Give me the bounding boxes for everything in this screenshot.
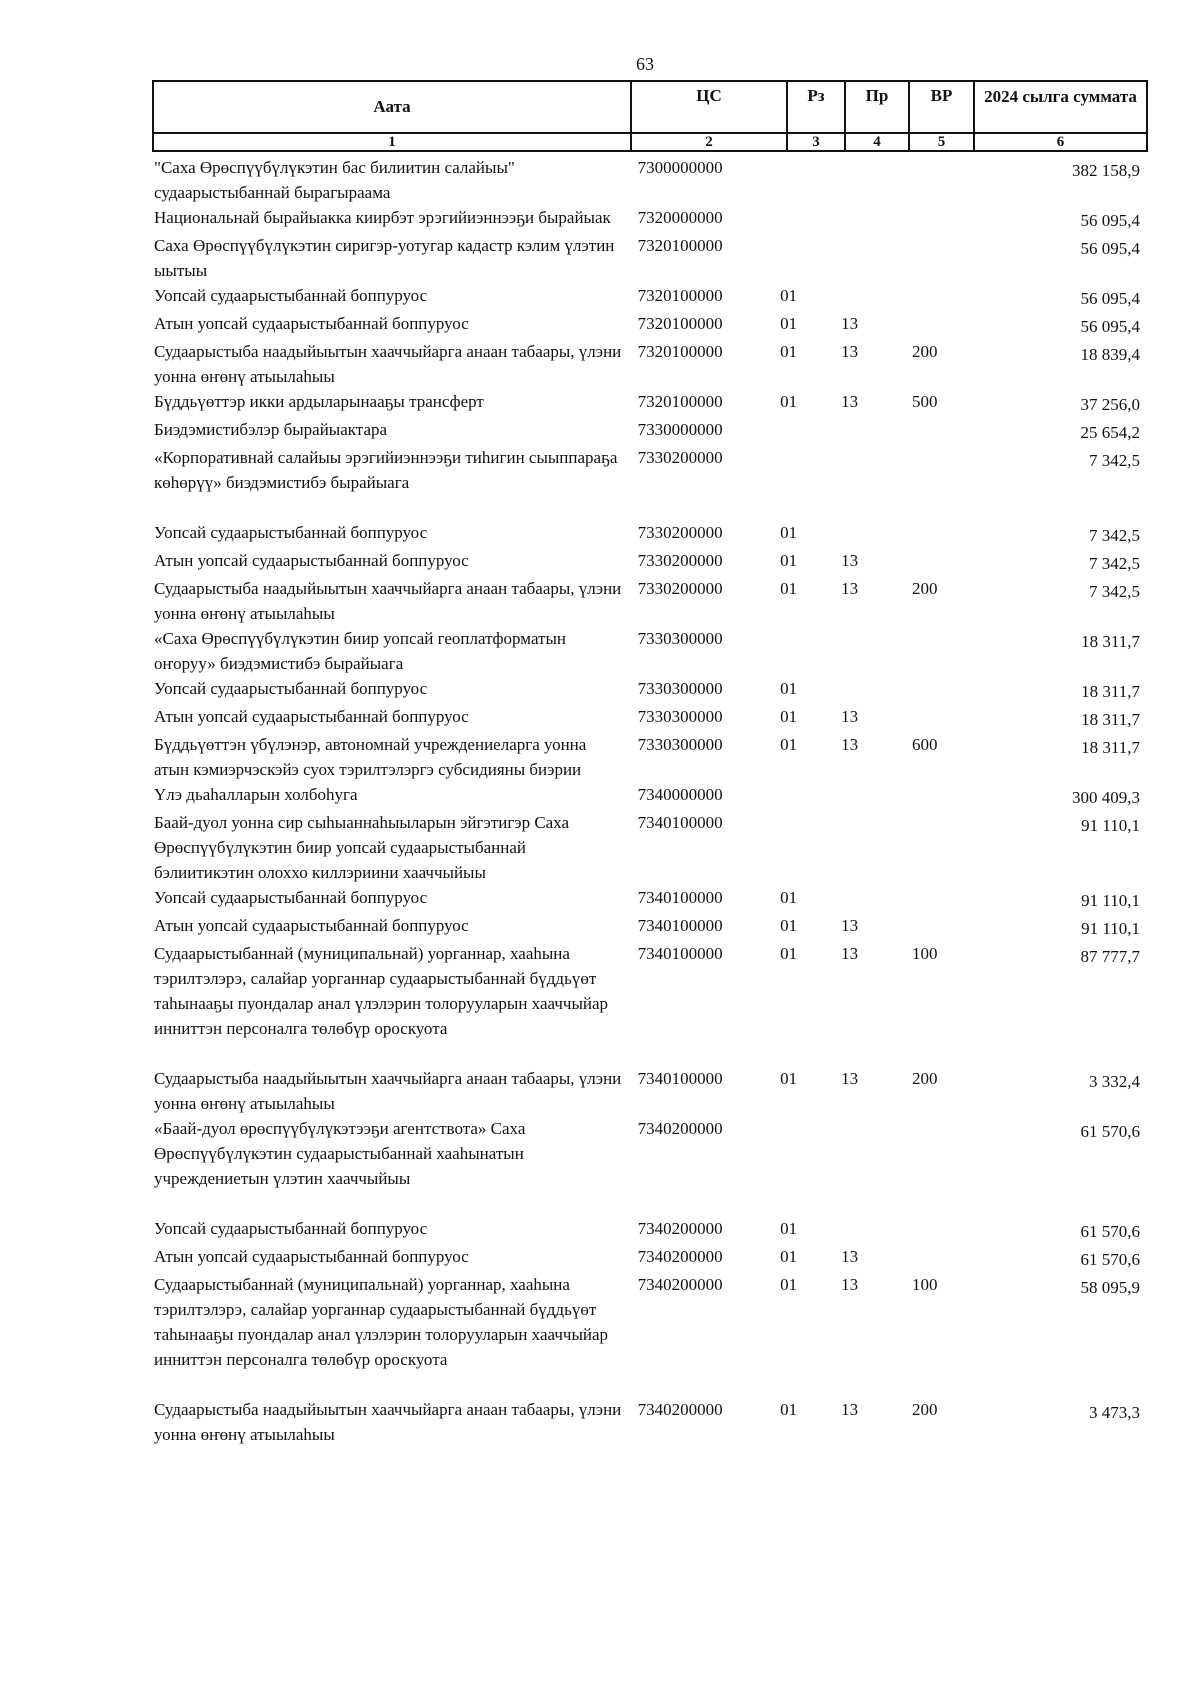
table-row [152, 676, 1146, 704]
row-cs: 7340200000 [637, 1247, 723, 1266]
row-sum: 91 110,1 [1081, 919, 1140, 938]
row-cs: 7330200000 [637, 579, 723, 598]
header-sum: 2024 сылга суммата [974, 81, 1147, 133]
row-pr: 13 [841, 916, 859, 935]
row-sum: 7 342,5 [1088, 554, 1140, 573]
table-row [152, 548, 1146, 576]
table-row [152, 1272, 1146, 1372]
row-vr: 100 [912, 944, 938, 963]
row-sum: 382 158,9 [1071, 161, 1140, 180]
row-pr [837, 626, 904, 676]
row-cs: 7330000000 [637, 420, 723, 439]
table-row [152, 283, 1146, 311]
table-row [152, 1397, 1146, 1447]
row-pr [837, 445, 904, 495]
row-cs: 7300000000 [637, 158, 723, 177]
table-row [152, 339, 1146, 389]
row-rz: 01 [780, 551, 798, 570]
table-row [152, 1066, 1146, 1116]
row-cs: 7340200000 [637, 1275, 723, 1294]
header-pr: Пр [845, 81, 909, 133]
row-vr [904, 676, 976, 704]
row-rz [777, 445, 837, 495]
row-cs: 7320100000 [637, 342, 723, 361]
table-row [152, 885, 1146, 913]
row-pr [837, 283, 904, 311]
row-sum: 56 095,4 [1080, 289, 1140, 308]
header-name: Аата [153, 81, 631, 133]
table-row [152, 810, 1146, 885]
row-rz: 01 [780, 1275, 798, 1294]
row-sum: 7 342,5 [1088, 526, 1140, 545]
table-body [152, 155, 1146, 1447]
row-rz [777, 626, 837, 676]
row-vr [904, 155, 976, 205]
row-vr [904, 626, 976, 676]
header-cs: ЦС [631, 81, 787, 133]
row-sum: 18 839,4 [1080, 345, 1140, 364]
row-cs: 7340100000 [637, 888, 723, 907]
row-sum: 91 110,1 [1081, 816, 1140, 835]
row-pr: 13 [841, 392, 859, 411]
row-pr [837, 782, 904, 810]
table-row [152, 1216, 1146, 1244]
row-sum: 25 654,2 [1080, 423, 1140, 442]
row-pr: 13 [841, 1247, 859, 1266]
row-pr [837, 520, 904, 548]
row-name: Уопсай судаарыстыбаннай боппуруос [154, 1219, 428, 1238]
row-sum: 56 095,4 [1080, 239, 1140, 258]
row-pr [837, 155, 904, 205]
table-row [152, 576, 1146, 626]
row-cs: 7320100000 [637, 314, 723, 333]
table-row [152, 732, 1146, 782]
table-row [152, 782, 1146, 810]
row-name: Саха Өрөспүүбүлүкэтин сиригэр-уотугар кадастр кэлим үлэтин ыытыы [154, 236, 615, 280]
row-vr: 200 [912, 342, 938, 361]
row-sum: 7 342,5 [1088, 582, 1140, 601]
header-num-2: 2 [631, 133, 787, 151]
row-vr [904, 311, 976, 339]
header-num-4: 4 [845, 133, 909, 151]
row-name: Бүддьүөттэн үбүлэнэр, автономнай учреждениеларга уонна атын кэмиэрчэскэйэ суох тэрилтэлэргэ субсидияны биэрии [154, 735, 587, 779]
header-vr: ВР [909, 81, 974, 133]
row-cs: 7340100000 [637, 944, 723, 963]
row-name: Судаарыстыбаннай (муниципальнай) уорганнар, хааһына тэрилтэлэрэ, салайар уорганнар судаарыстыбаннай бүддьүөт таһынааҕы пуондалар анал үлэлэрин толорууларын хааччыйар инниттэн персоналга төлөбүр ороскуота [154, 1275, 609, 1369]
row-vr [904, 233, 976, 283]
row-pr [837, 205, 904, 233]
row-sum: 3 473,3 [1088, 1403, 1140, 1422]
row-vr: 200 [912, 1069, 938, 1088]
row-sum: 37 256,0 [1080, 395, 1140, 414]
row-name: Атын уопсай судаарыстыбаннай боппуруос [154, 707, 469, 726]
row-name: Судаарыстыбаннай (муниципальнай) уорганнар, хааһына тэрилтэлэрэ, салайар уорганнар судаарыстыбаннай бүддьүөт таһынааҕы пуондалар анал үлэлэрин толорууларын хааччыйар инниттэн персоналга төлөбүр ороскуота [154, 944, 609, 1038]
header-num-5: 5 [909, 133, 974, 151]
row-rz: 01 [780, 314, 798, 333]
row-pr [837, 1216, 904, 1244]
row-sum: 61 570,6 [1080, 1250, 1140, 1269]
row-name: Баай-дуол уонна сир сыһыаннаһыыларын эйгэтигэр Саха Өрөспүүбүлүкэтин биир уопсай судаарыстыбаннай бэлиитикэтин олоххо киллэриини хааччыйыы [154, 813, 570, 882]
row-rz [777, 233, 837, 283]
row-cs: 7330300000 [637, 735, 723, 754]
row-pr: 13 [841, 1275, 859, 1294]
row-pr: 13 [841, 1069, 859, 1088]
row-sum: 58 095,9 [1080, 1278, 1140, 1297]
row-vr [904, 417, 976, 445]
row-rz: 01 [780, 523, 798, 542]
row-pr: 13 [841, 314, 859, 333]
row-cs: 7320000000 [637, 208, 723, 227]
row-vr: 600 [912, 735, 938, 754]
row-rz: 01 [780, 735, 798, 754]
row-sum: 18 311,7 [1081, 632, 1140, 651]
row-sum: 18 311,7 [1081, 738, 1140, 757]
table-row [152, 445, 1146, 495]
row-sum: 91 110,1 [1081, 891, 1140, 910]
row-pr: 13 [841, 1400, 859, 1419]
table-row [152, 155, 1146, 205]
row-name: Бүддьүөттэр икки ардыларынааҕы трансферт [154, 392, 484, 411]
row-rz: 01 [780, 579, 798, 598]
row-name: Атын уопсай судаарыстыбаннай боппуруос [154, 314, 469, 333]
row-name: Судаарыстыба наадыйыытын хааччыйарга анаан табаары, үлэни уонна өҥөнү атыылаһыы [154, 1400, 622, 1444]
row-pr: 13 [841, 707, 859, 726]
row-cs: 7340100000 [637, 1069, 723, 1088]
row-name: Атын уопсай судаарыстыбаннай боппуруос [154, 551, 469, 570]
table-row [152, 233, 1146, 283]
row-pr [837, 885, 904, 913]
table-row [152, 417, 1146, 445]
row-vr: 100 [912, 1275, 938, 1294]
row-vr [904, 913, 976, 941]
row-cs: 7340100000 [637, 813, 723, 832]
row-rz [777, 205, 837, 233]
row-vr [904, 885, 976, 913]
row-name: Уопсай судаарыстыбаннай боппуруос [154, 888, 428, 907]
row-rz: 01 [780, 679, 798, 698]
table-row [152, 311, 1146, 339]
row-pr [837, 810, 904, 885]
header-num-1: 1 [153, 133, 631, 151]
table-row [152, 1244, 1146, 1272]
row-vr [904, 445, 976, 495]
row-cs: 7340200000 [637, 1400, 723, 1419]
row-rz [777, 155, 837, 205]
row-sum: 3 332,4 [1088, 1072, 1140, 1091]
row-name: Атын уопсай судаарыстыбаннай боппуруос [154, 916, 469, 935]
row-vr: 500 [912, 392, 938, 411]
row-cs: 7340100000 [637, 916, 723, 935]
row-cs: 7340200000 [637, 1219, 723, 1238]
row-vr [904, 1216, 976, 1244]
header-rz: Рз [787, 81, 845, 133]
row-vr [904, 548, 976, 576]
row-name: Уопсай судаарыстыбаннай боппуруос [154, 286, 428, 305]
header-num-3: 3 [787, 133, 845, 151]
row-cs: 7320100000 [637, 236, 723, 255]
table-row [152, 520, 1146, 548]
row-pr [837, 417, 904, 445]
row-sum: 61 570,6 [1080, 1222, 1140, 1241]
row-vr [904, 1244, 976, 1272]
row-sum: 18 311,7 [1081, 710, 1140, 729]
row-rz: 01 [780, 392, 798, 411]
row-rz [777, 1116, 837, 1191]
row-cs: 7320100000 [637, 286, 723, 305]
row-vr [904, 520, 976, 548]
row-cs: 7320100000 [637, 392, 723, 411]
row-rz: 01 [780, 342, 798, 361]
row-vr [904, 704, 976, 732]
row-cs: 7330200000 [637, 551, 723, 570]
row-vr: 200 [912, 1400, 938, 1419]
row-pr [837, 676, 904, 704]
row-name: «Саха Өрөспүүбүлүкэтин биир уопсай геоплатформатын оҥоруу» биэдэмистибэ бырайыага [154, 629, 566, 673]
row-pr: 13 [841, 551, 859, 570]
row-cs: 7330200000 [637, 523, 723, 542]
row-rz: 01 [780, 707, 798, 726]
row-pr: 13 [841, 579, 859, 598]
row-sum: 56 095,4 [1080, 317, 1140, 336]
row-rz: 01 [780, 1400, 798, 1419]
row-name: Судаарыстыба наадыйыытын хааччыйарга анаан табаары, үлэни уонна өҥөнү атыылаһыы [154, 1069, 622, 1113]
table-row [152, 1116, 1146, 1191]
row-rz: 01 [780, 286, 798, 305]
row-name: «Баай-дуол өрөспүүбүлүкэтээҕи агентствота» Саха Өрөспүүбүлүкэтин судаарыстыбаннай хааһынатын учреждениетын үлэтин хааччыйыы [154, 1119, 526, 1188]
row-cs: 7340200000 [637, 1119, 723, 1138]
table-row [152, 913, 1146, 941]
table-header [152, 80, 1148, 152]
row-vr [904, 810, 976, 885]
row-vr: 200 [912, 579, 938, 598]
row-rz: 01 [780, 1069, 798, 1088]
row-pr: 13 [841, 735, 859, 754]
row-rz: 01 [780, 1219, 798, 1238]
row-vr [904, 205, 976, 233]
row-rz [777, 782, 837, 810]
row-name: Атын уопсай судаарыстыбаннай боппуруос [154, 1247, 469, 1266]
row-vr [904, 1116, 976, 1191]
row-sum: 300 409,3 [1071, 788, 1140, 807]
row-cs: 7330200000 [637, 448, 723, 467]
row-name: «Корпоративнай салайыы эрэгийиэннээҕи тиһигин сыыппараҕа көһөрүү» биэдэмистибэ бырайыага [154, 448, 618, 492]
row-sum: 87 777,7 [1080, 947, 1140, 966]
row-sum: 56 095,4 [1080, 211, 1140, 230]
row-rz [777, 810, 837, 885]
row-rz: 01 [780, 944, 798, 963]
row-sum: 7 342,5 [1088, 451, 1140, 470]
row-pr [837, 1116, 904, 1191]
table-row [152, 704, 1146, 732]
row-rz: 01 [780, 1247, 798, 1266]
header-num-6: 6 [974, 133, 1147, 151]
row-name: Судаарыстыба наадыйыытын хааччыйарга анаан табаары, үлэни уонна өҥөнү атыылаһыы [154, 579, 622, 623]
row-name: Судаарыстыба наадыйыытын хааччыйарга анаан табаары, үлэни уонна өҥөнү атыылаһыы [154, 342, 622, 386]
table-row [152, 389, 1146, 417]
page-number: 63 [636, 54, 654, 74]
row-cs: 7330300000 [637, 707, 723, 726]
row-cs: 7330300000 [637, 629, 723, 648]
table-row [152, 941, 1146, 1041]
row-pr [837, 233, 904, 283]
row-cs: 7330300000 [637, 679, 723, 698]
row-rz: 01 [780, 916, 798, 935]
row-name: Национальнай бырайыакка киирбэт эрэгийиэннээҕи бырайыак [154, 208, 611, 227]
row-name: Биэдэмистибэлэр бырайыактара [154, 420, 388, 439]
table-row [152, 205, 1146, 233]
row-name: Уопсай судаарыстыбаннай боппуруос [154, 523, 428, 542]
row-rz [777, 417, 837, 445]
row-rz: 01 [780, 888, 798, 907]
row-name: Уопсай судаарыстыбаннай боппуруос [154, 679, 428, 698]
row-vr [904, 283, 976, 311]
row-sum: 18 311,7 [1081, 682, 1140, 701]
row-vr [904, 782, 976, 810]
row-cs: 7340000000 [637, 785, 723, 804]
row-pr: 13 [841, 342, 859, 361]
row-sum: 61 570,6 [1080, 1122, 1140, 1141]
row-pr: 13 [841, 944, 859, 963]
table-row [152, 626, 1146, 676]
row-name: Үлэ дьаһалларын холбоһуга [154, 785, 358, 804]
row-name: "Саха Өрөспүүбүлүкэтин бас билиитин салайыы" судаарыстыбаннай бырагыраама [154, 158, 515, 202]
